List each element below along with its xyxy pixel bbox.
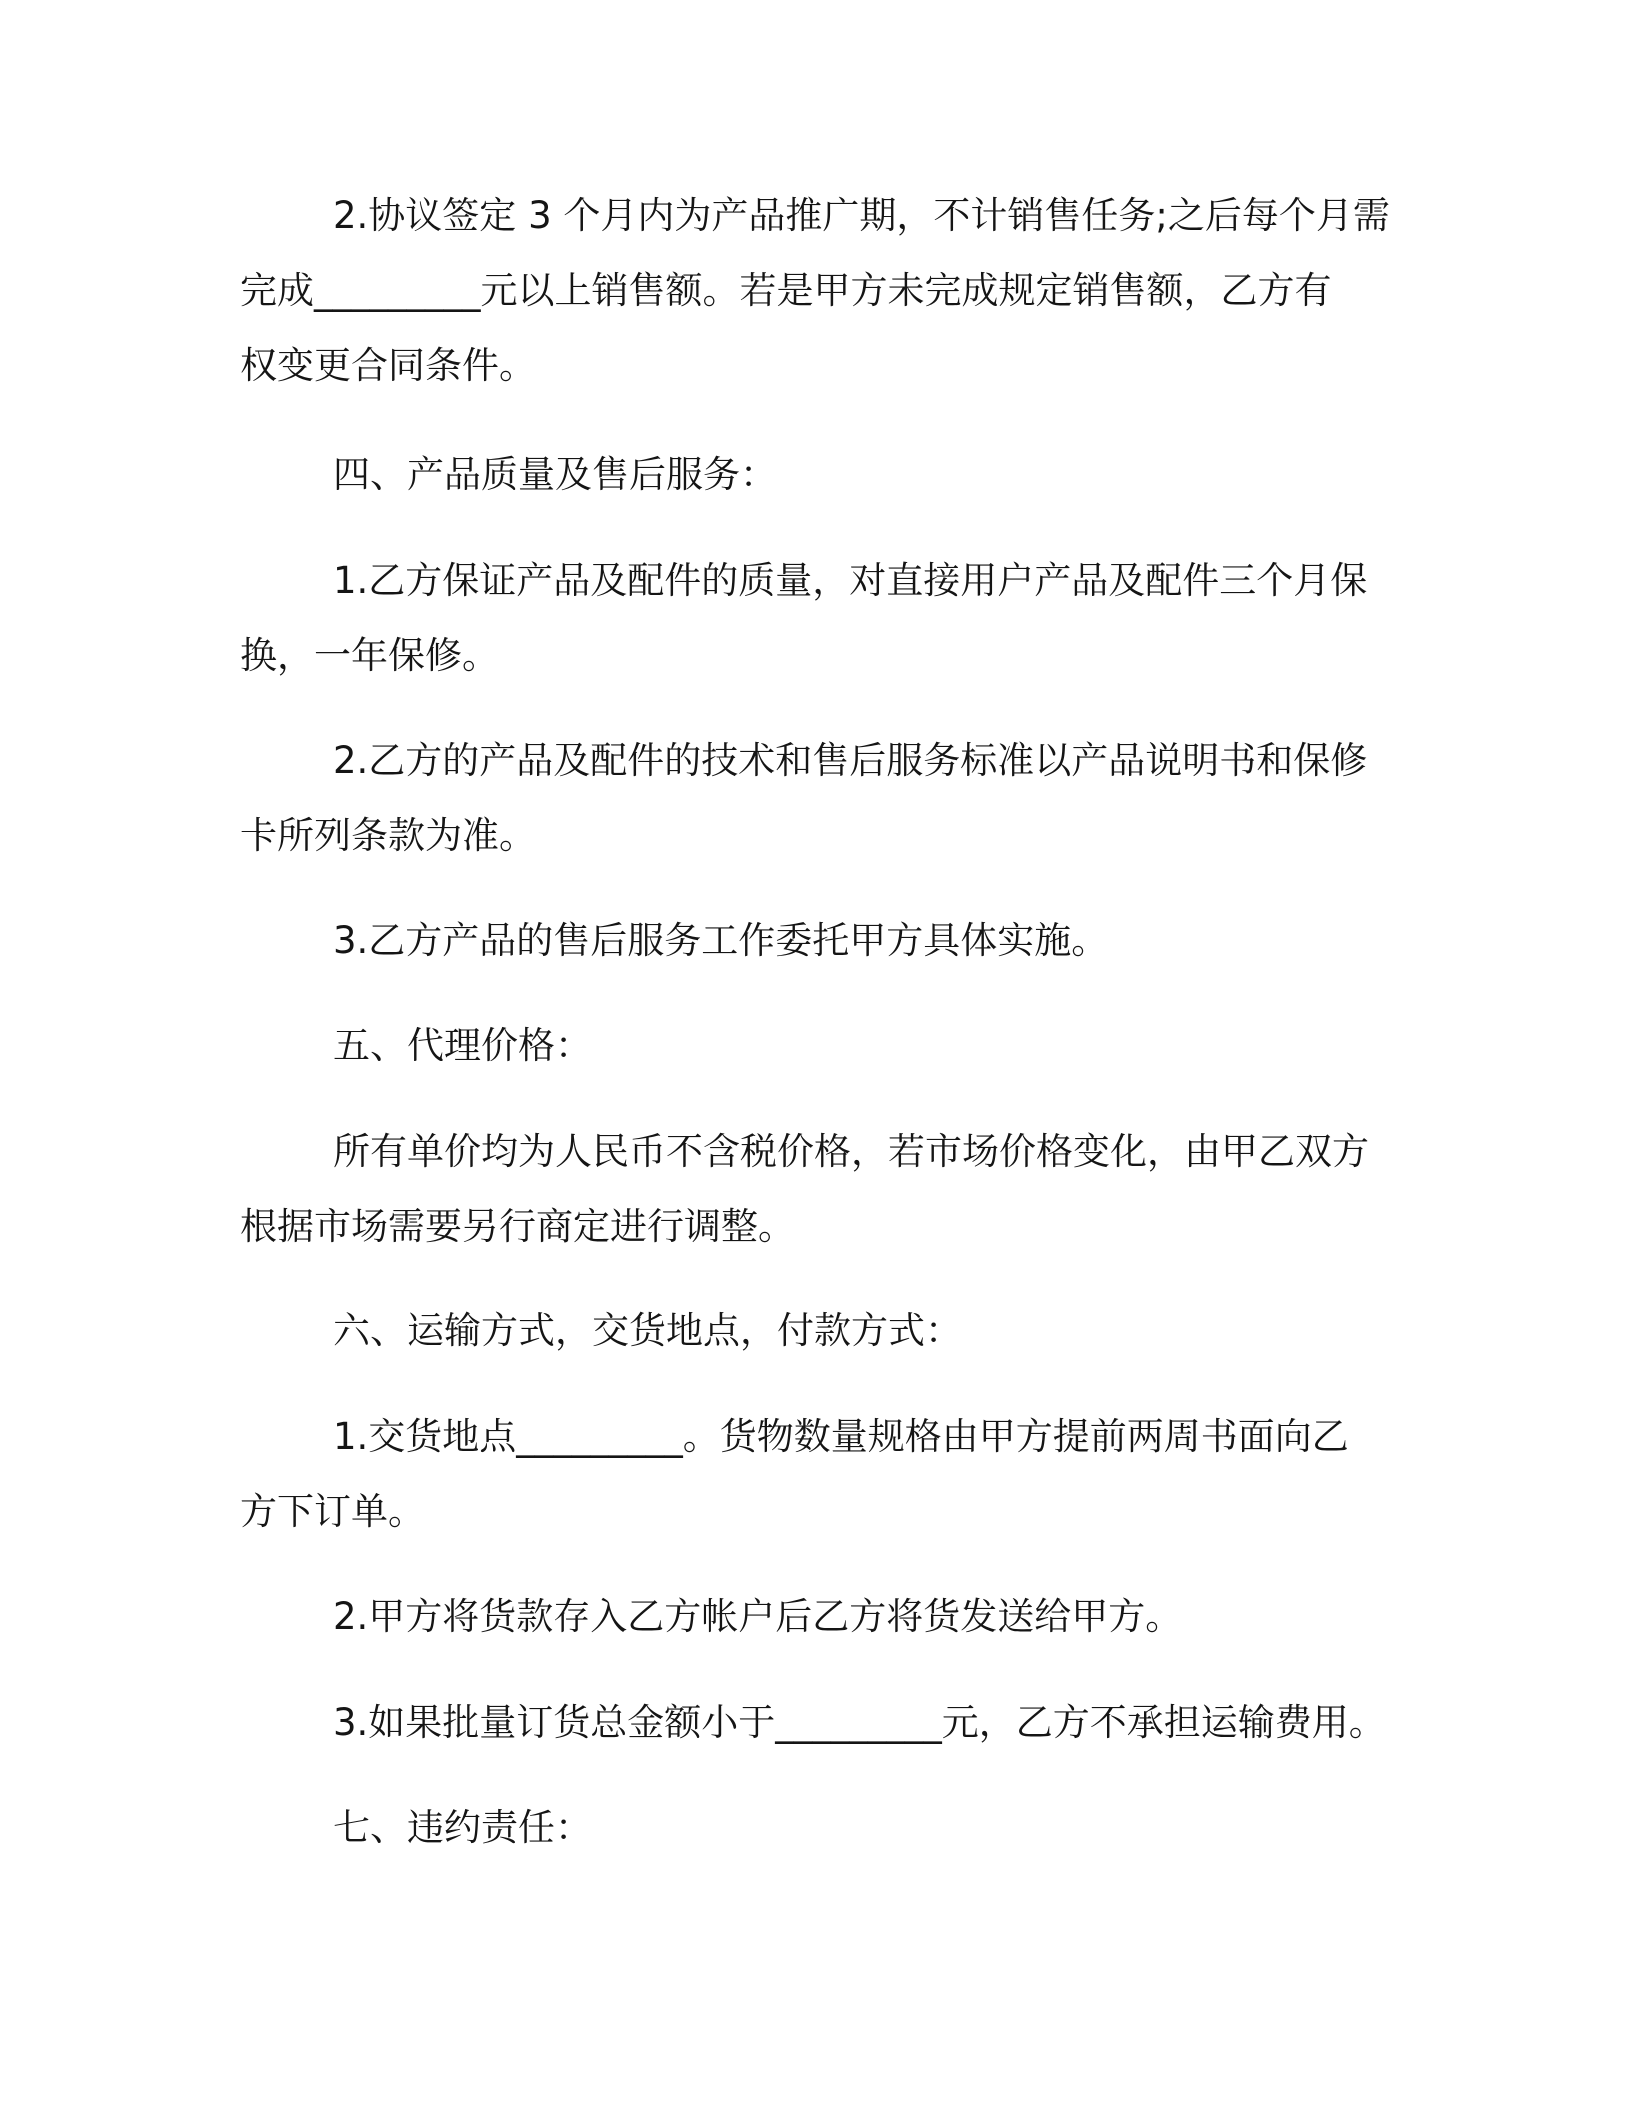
text-line: 2.协议签定 3 个月内为产品推广期，不计销售任务;之后每个月需	[333, 194, 1390, 237]
text-line: 方下订单。	[240, 1490, 425, 1533]
text-line: 2.乙方的产品及配件的技术和售后服务标准以产品说明书和保修	[333, 739, 1368, 782]
section-heading-liability	[240, 1790, 1410, 1865]
text-line: 所有单价均为人民币不含税价格，若市场价格变化，由甲乙双方	[333, 1130, 1369, 1173]
clause-price-terms	[240, 1114, 1410, 1264]
text-line: 完成_________元以上销售额。若是甲方未完成规定销售额，乙方有	[240, 269, 1332, 312]
section-heading-quality	[240, 437, 1410, 512]
text-line: 七、违约责任：	[333, 1806, 592, 1849]
clause-sales-target	[240, 178, 1410, 403]
clause-payment	[240, 1579, 1410, 1654]
clause-freight	[240, 1685, 1410, 1760]
text-line: 六、运输方式，交货地点，付款方式：	[333, 1309, 962, 1352]
clause-service-standard	[240, 723, 1410, 873]
section-heading-price	[240, 1008, 1410, 1083]
text-line: 1.乙方保证产品及配件的质量，对直接用户产品及配件三个月保	[333, 559, 1368, 602]
clause-quality-guarantee	[240, 543, 1410, 693]
text-line: 卡所列条款为准。	[240, 814, 536, 857]
clause-service-delegation	[240, 903, 1410, 978]
text-line: 换，一年保修。	[240, 634, 499, 677]
text-line: 3.如果批量订货总金额小于_________元，乙方不承担运输费用。	[333, 1701, 1386, 1744]
section-heading-shipping	[240, 1293, 1410, 1368]
clause-delivery-location	[240, 1399, 1410, 1549]
text-line: 1.交货地点_________。货物数量规格由甲方提前两周书面向乙	[333, 1415, 1349, 1458]
text-line: 2.甲方将货款存入乙方帐户后乙方将货发送给甲方。	[333, 1595, 1183, 1638]
text-line: 3.乙方产品的售后服务工作委托甲方具体实施。	[333, 919, 1109, 962]
text-line: 权变更合同条件。	[240, 344, 536, 387]
text-line: 五、代理价格：	[333, 1024, 592, 1067]
text-line: 四、产品质量及售后服务：	[333, 453, 777, 496]
text-line: 根据市场需要另行商定进行调整。	[240, 1205, 795, 1248]
